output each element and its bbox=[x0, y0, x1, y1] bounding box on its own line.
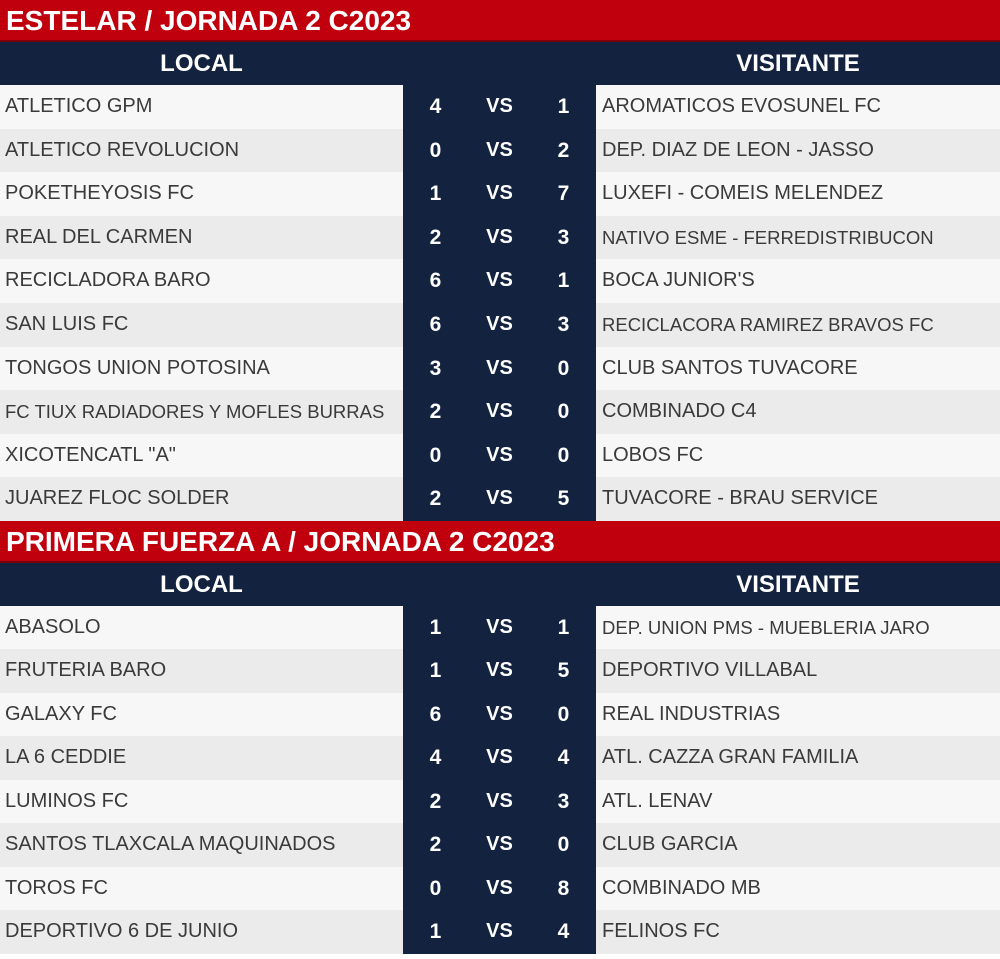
score-header-spacer bbox=[403, 563, 596, 606]
local-team: POKETHEYOSIS FC bbox=[0, 172, 403, 216]
match-row bbox=[0, 216, 1000, 260]
score-block bbox=[403, 129, 596, 173]
visiting-team: LOBOS FC bbox=[596, 434, 1000, 478]
away-score: 1 bbox=[557, 615, 570, 639]
score-block bbox=[403, 390, 596, 434]
home-score: 2 bbox=[429, 789, 442, 813]
score-block bbox=[403, 823, 596, 867]
visiting-team: RECICLACORA RAMIREZ BRAVOS FC bbox=[596, 303, 1000, 347]
local-team: DEPORTIVO 6 DE JUNIO bbox=[0, 910, 403, 954]
away-score: 4 bbox=[557, 920, 570, 944]
visiting-team: DEP. UNION PMS - MUEBLERIA JARO bbox=[596, 606, 1000, 650]
home-score: 6 bbox=[429, 312, 442, 336]
match-row bbox=[0, 736, 1000, 780]
home-score: 1 bbox=[429, 920, 442, 944]
vs-label: VS bbox=[486, 95, 513, 117]
local-team: TONGOS UNION POTOSINA bbox=[0, 347, 403, 391]
home-score: 3 bbox=[429, 356, 442, 380]
home-score: 1 bbox=[429, 659, 442, 683]
match-row bbox=[0, 85, 1000, 129]
visiting-team: NATIVO ESME - FERREDISTRIBUCON bbox=[596, 216, 1000, 260]
score-block bbox=[403, 780, 596, 824]
vs-label: VS bbox=[486, 487, 513, 510]
local-team: LA 6 CEDDIE bbox=[0, 736, 403, 780]
header-row bbox=[0, 42, 1000, 85]
local-team: SAN LUIS FC bbox=[0, 303, 403, 347]
local-team: LUMINOS FC bbox=[0, 780, 403, 824]
match-row bbox=[0, 867, 1000, 911]
local-header: LOCAL bbox=[160, 570, 243, 598]
visitante-header: VISITANTE bbox=[736, 570, 860, 598]
match-row bbox=[0, 303, 1000, 347]
visiting-team: AROMATICOS EVOSUNEL FC bbox=[596, 85, 1000, 129]
visiting-team: CLUB GARCIA bbox=[596, 823, 1000, 867]
section-title: ESTELAR / JORNADA 2 C2023 bbox=[0, 0, 1000, 42]
match-list bbox=[0, 85, 1000, 521]
visiting-team: LUXEFI - COMEIS MELENDEZ bbox=[596, 172, 1000, 216]
vs-label: VS bbox=[486, 356, 513, 379]
home-score: 4 bbox=[429, 746, 442, 770]
away-score: 3 bbox=[557, 225, 570, 249]
score-block bbox=[403, 649, 596, 693]
local-team: ABASOLO bbox=[0, 606, 403, 650]
home-score: 2 bbox=[429, 225, 442, 249]
match-row bbox=[0, 347, 1000, 391]
score-header-spacer bbox=[403, 42, 596, 85]
away-score: 2 bbox=[557, 138, 570, 162]
section-title: PRIMERA FUERZA A / JORNADA 2 C2023 bbox=[0, 521, 1000, 563]
header-row bbox=[0, 563, 1000, 606]
visiting-team: ATL. LENAV bbox=[596, 780, 1000, 824]
local-team: RECICLADORA BARO bbox=[0, 259, 403, 303]
match-row bbox=[0, 390, 1000, 434]
away-score: 0 bbox=[557, 443, 570, 467]
score-block bbox=[403, 216, 596, 260]
score-block bbox=[403, 910, 596, 954]
match-row bbox=[0, 823, 1000, 867]
local-team: ATLETICO REVOLUCION bbox=[0, 129, 403, 173]
score-block bbox=[403, 85, 596, 129]
vs-label: VS bbox=[486, 269, 513, 292]
vs-label: VS bbox=[486, 138, 513, 161]
visiting-team: FELINOS FC bbox=[596, 910, 1000, 954]
home-score: 2 bbox=[429, 833, 442, 857]
away-score: 5 bbox=[557, 659, 570, 683]
vs-label: VS bbox=[486, 400, 513, 423]
vs-label: VS bbox=[486, 789, 513, 812]
away-score: 3 bbox=[557, 789, 570, 813]
local-team: ATLETICO GPM bbox=[0, 85, 403, 129]
away-score: 7 bbox=[557, 182, 570, 206]
home-score: 0 bbox=[429, 138, 442, 162]
home-score: 0 bbox=[429, 443, 442, 467]
score-block bbox=[403, 477, 596, 521]
away-score: 5 bbox=[557, 487, 570, 511]
home-score: 4 bbox=[429, 95, 442, 118]
match-row bbox=[0, 693, 1000, 737]
match-row bbox=[0, 129, 1000, 173]
visiting-team: DEP. DIAZ DE LEON - JASSO bbox=[596, 129, 1000, 173]
match-row bbox=[0, 434, 1000, 478]
local-team: XICOTENCATL "A" bbox=[0, 434, 403, 478]
home-score: 2 bbox=[429, 400, 442, 424]
away-score: 8 bbox=[557, 876, 570, 900]
vs-label: VS bbox=[486, 443, 513, 466]
away-score: 0 bbox=[557, 833, 570, 857]
section-primera-fuerza-a bbox=[0, 521, 1000, 954]
score-block bbox=[403, 347, 596, 391]
home-score: 0 bbox=[429, 876, 442, 900]
visiting-team: COMBINADO MB bbox=[596, 867, 1000, 911]
visiting-team: BOCA JUNIOR'S bbox=[596, 259, 1000, 303]
score-block bbox=[403, 303, 596, 347]
away-score: 4 bbox=[557, 746, 570, 770]
home-score: 1 bbox=[429, 182, 442, 206]
local-team: FRUTERIA BARO bbox=[0, 649, 403, 693]
vs-label: VS bbox=[486, 615, 513, 638]
away-score: 3 bbox=[557, 312, 570, 336]
vs-label: VS bbox=[486, 312, 513, 335]
visiting-team: CLUB SANTOS TUVACORE bbox=[596, 347, 1000, 391]
visiting-team: DEPORTIVO VILLABAL bbox=[596, 649, 1000, 693]
score-block bbox=[403, 259, 596, 303]
away-score: 1 bbox=[557, 95, 570, 118]
vs-label: VS bbox=[486, 659, 513, 682]
local-team: SANTOS TLAXCALA MAQUINADOS bbox=[0, 823, 403, 867]
away-score: 0 bbox=[557, 702, 570, 726]
vs-label: VS bbox=[486, 182, 513, 205]
vs-label: VS bbox=[486, 920, 513, 943]
local-team: JUAREZ FLOC SOLDER bbox=[0, 477, 403, 521]
home-score: 1 bbox=[429, 615, 442, 639]
local-team: FC TIUX RADIADORES Y MOFLES BURRAS bbox=[0, 390, 403, 434]
home-score: 6 bbox=[429, 269, 442, 293]
visitante-header: VISITANTE bbox=[736, 50, 860, 77]
score-block bbox=[403, 693, 596, 737]
vs-label: VS bbox=[486, 702, 513, 725]
visiting-team: ATL. CAZZA GRAN FAMILIA bbox=[596, 736, 1000, 780]
match-row bbox=[0, 780, 1000, 824]
home-score: 2 bbox=[429, 487, 442, 511]
score-block bbox=[403, 434, 596, 478]
match-row bbox=[0, 259, 1000, 303]
match-row bbox=[0, 606, 1000, 650]
away-score: 1 bbox=[557, 269, 570, 293]
local-team: GALAXY FC bbox=[0, 693, 403, 737]
home-score: 6 bbox=[429, 702, 442, 726]
vs-label: VS bbox=[486, 746, 513, 769]
away-score: 0 bbox=[557, 400, 570, 424]
visiting-team: REAL INDUSTRIAS bbox=[596, 693, 1000, 737]
local-team: REAL DEL CARMEN bbox=[0, 216, 403, 260]
away-score: 0 bbox=[557, 356, 570, 380]
match-row bbox=[0, 910, 1000, 954]
match-row bbox=[0, 649, 1000, 693]
visiting-team: TUVACORE - BRAU SERVICE bbox=[596, 477, 1000, 521]
score-block bbox=[403, 172, 596, 216]
match-row bbox=[0, 172, 1000, 216]
match-list bbox=[0, 606, 1000, 954]
score-block bbox=[403, 867, 596, 911]
vs-label: VS bbox=[486, 876, 513, 899]
score-block bbox=[403, 736, 596, 780]
score-block bbox=[403, 606, 596, 650]
vs-label: VS bbox=[486, 833, 513, 856]
visiting-team: COMBINADO C4 bbox=[596, 390, 1000, 434]
match-row bbox=[0, 477, 1000, 521]
vs-label: VS bbox=[486, 225, 513, 248]
local-team: TOROS FC bbox=[0, 867, 403, 911]
local-header: LOCAL bbox=[160, 50, 243, 77]
